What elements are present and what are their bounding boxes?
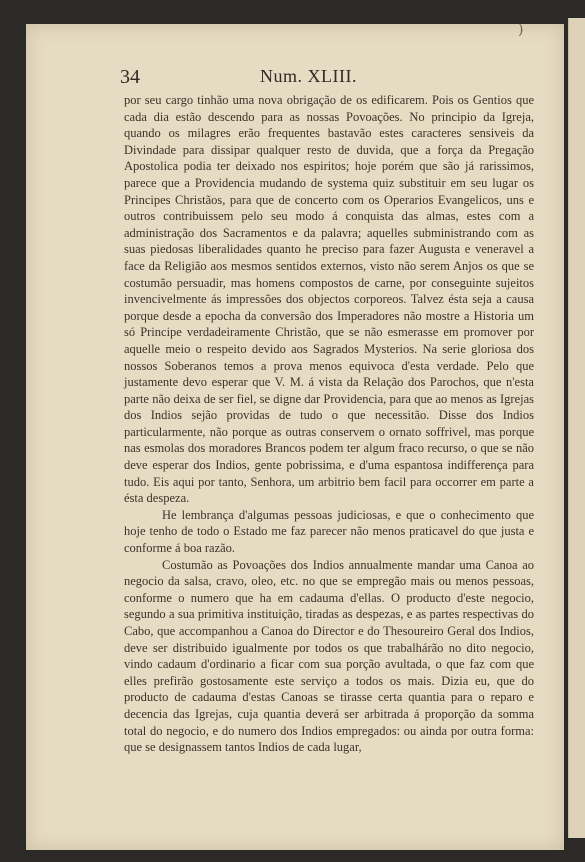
running-head: Num. XLIII. [260, 66, 357, 86]
next-page-edge [568, 18, 585, 838]
paragraph-continued: por seu cargo tinhão uma nova obrigação de os edificarem. Pois os Gentios que cada dia estão descendo para as nossas Povoações. No principio da Igreja, quando os milagres erão frequentes bastavão estes caracteres sensiveis da Divindade para dissipar qualquer resto de duvida, que a força da Pregação Apostolica podia ter deixado nos espiritos; hoje porém que são já rarissimos, parece que a Providencia mudando de systema quiz substituir em seu lugar os Principes Christãos, para que de concerto com os Operarios Evangelicos, uns e outros contribuissem pelo seu modo á conquista das almas, estes com a administração dos Sacramentos e da palavra; aquelles subministrando com as suas piedosas liberalidades quanto he preciso para fazer Augusta e veneravel a face da Religião aos mesmos sentidos externos, visto não serem Anjos os que se costumão persuadir, mas homens compostos de carne, por conseguinte sujeitos invencivelmente ás impressões dos objectos corporeos. Talvez ésta seja a causa porque desde a epocha da conversão dos Imperadores não mostre a Historia um só Principe verdadeiramente Christão, que se não esmerasse em promover por aquelle meio o respeito devido aos Sagrados Mysterios. Na serie gloriosa dos nossos Soberanos temos a prova menos equivoca d'esta verdade. Pelo que justamente devo esperar que V. M. á vista da Relação dos Parochos, que n'esta parte não deixa de ser fiel, se digne dar Providencia, para que ao menos as Igrejas dos Indios sejão providas de tudo o que necessitão. Disse dos Indios particularmente, não porque as outras conservem o ornato soffrivel, mas porque nas esmolas dos moradores Brancos podem ter algum fraco recurso, o que se não deve esperar dos Indios, gente pobrissima, e d'uma espantosa indifferença para tudo. Eis aqui por tanto, Senhora, um arbitrio bem facil para occorrer em parte a ésta despeza. [124, 93, 534, 506]
paragraph: He lembrança d'algumas pessoas judiciosas, e que o conhecimento que hoje tenho de todo o Estado me faz parecer não menos praticavel do que justa e conforme á boa razão. [124, 507, 534, 556]
paragraph: Costumão as Povoações dos Indios annualmente mandar uma Canoa ao negocio da salsa, cravo, oleo, etc. no que se empregão mais ou menos pessoas, conforme o numero que ha em cadauma d'ellas. O producto d'este negocio, segundo a sua primitiva instituição, tiradas as despezas, e as partes respectivas do Cabo, que accompanhou a Canoa do Director e do Thesoureiro Geral dos Indios, deve ser distribuido igualmente por todos os que trabalhárão no dito negocio, vindo cadaum d'ordinario a ficar com sua porção avultada, o que faz com que elles prefirão gostosamente este serviço a todos os mais. Dizia eu, que do producto de cadauma d'estas Canoas se tirasse certa quantia para o reparo e decencia das Igrejas, cuja quantia deverá ser arbitrada á proporção da somma total do negocio, e do numero dos Indios empregados: ou ainda por outra forma: que se designassem tantos Indios de cada lugar, [124, 557, 534, 755]
body-text [124, 92, 534, 756]
page-number: 34 [120, 66, 140, 88]
margin-mark: ) [518, 22, 524, 38]
